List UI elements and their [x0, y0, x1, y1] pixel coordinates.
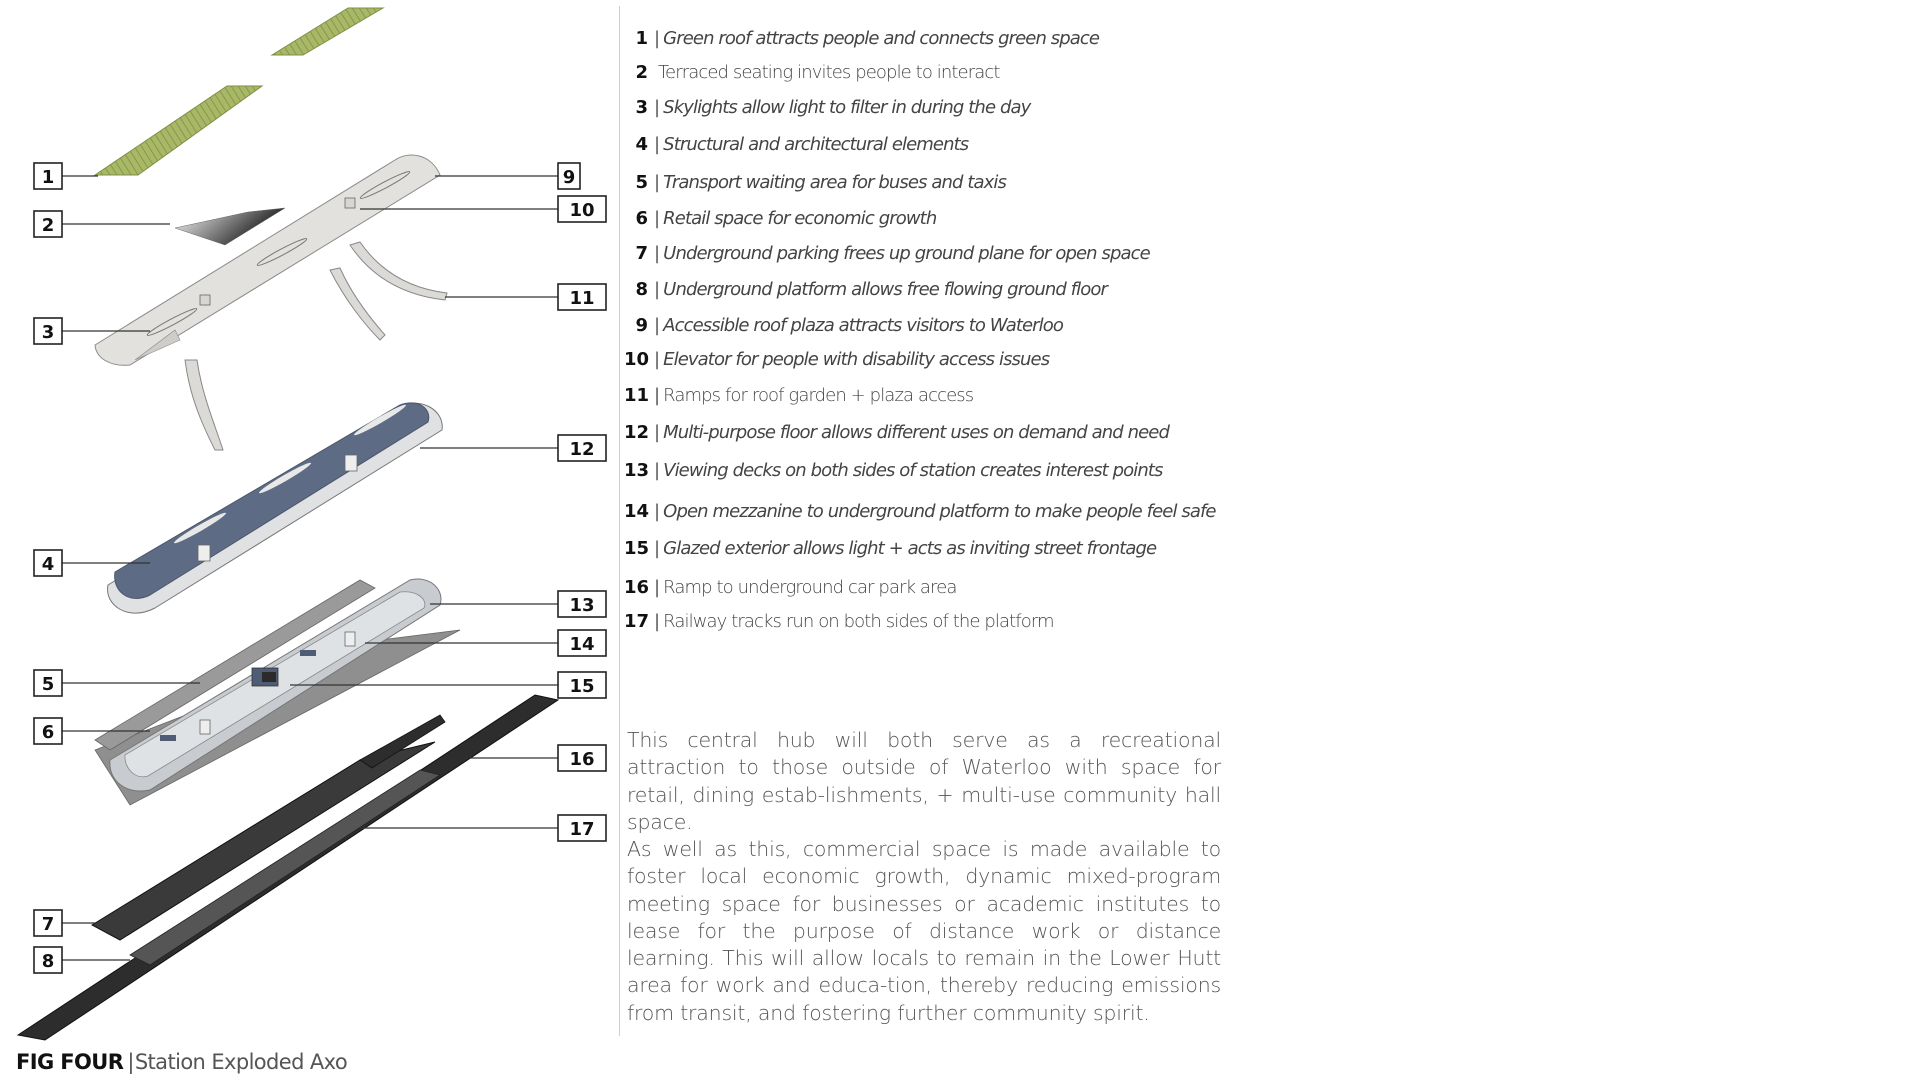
legend-text: Railway tracks run on both sides of the platform: [663, 611, 1054, 632]
callout-right: [558, 163, 606, 841]
legend-number: 9: [635, 315, 648, 336]
legend-number: 17: [624, 611, 650, 632]
legend-item-11: [624, 385, 973, 406]
legend-item-15: [624, 538, 1156, 559]
svg-text:17: 17: [569, 819, 595, 840]
legend-text: Accessible roof plaza attracts visitors to Waterloo: [663, 315, 1064, 336]
callout-4: [34, 550, 62, 576]
legend-number: 12: [624, 422, 650, 443]
svg-text:6: 6: [41, 722, 55, 743]
legend-text: Green roof attracts people and connects green space: [663, 28, 1100, 49]
legend-item-7: [624, 243, 1150, 264]
callout-5: [34, 670, 62, 696]
legend-number: 8: [635, 279, 648, 300]
legend-separator: |: [654, 172, 660, 193]
callout-13: [558, 591, 606, 617]
callout-7: [34, 910, 62, 936]
legend-separator: |: [654, 611, 660, 632]
legend-separator: |: [654, 208, 660, 229]
legend-number: 2: [635, 62, 648, 83]
legend-separator: |: [654, 501, 660, 522]
callout-3: [34, 318, 62, 344]
legend-text: Skylights allow light to filter in during the day: [663, 97, 1031, 118]
roof-plaza: [95, 155, 447, 450]
legend-text: Multi-purpose floor allows different uses on demand and need: [663, 422, 1169, 443]
legend-number: 11: [624, 385, 650, 406]
legend-separator: |: [654, 460, 660, 481]
legend-separator: |: [654, 279, 660, 300]
legend-separator: |: [654, 315, 660, 336]
svg-text:11: 11: [569, 288, 595, 309]
svg-text:7: 7: [41, 914, 55, 935]
legend-separator: |: [654, 134, 660, 155]
legend-text: Glazed exterior allows light + acts as inviting street frontage: [663, 538, 1157, 559]
legend-text: Ramps for roof garden + plaza access: [663, 385, 974, 406]
svg-text:5: 5: [41, 674, 55, 695]
legend-item-9: [624, 315, 1063, 336]
legend-item-17: [624, 611, 1054, 632]
callout-9: [558, 163, 580, 189]
description-paragraph-1: This central hub will both serve as a recreational attraction to those outside of Waterloo with space for retail, dining estab-lishments, + multi-use community hall space.: [627, 728, 1221, 834]
legend-separator: |: [654, 97, 660, 118]
column-divider: [619, 6, 620, 1036]
legend-number: 4: [635, 134, 648, 155]
legend-separator: |: [654, 349, 660, 370]
legend-item-5: [624, 172, 1006, 193]
legend-separator: |: [654, 28, 660, 49]
legend-item-13: [624, 460, 1163, 481]
legend-separator: |: [654, 422, 660, 443]
exploded-axonometric-diagram: [0, 0, 620, 1080]
mezzanine-level: [95, 579, 460, 805]
legend-number: 6: [635, 208, 648, 229]
legend-number: 14: [624, 501, 650, 522]
legend-number: 15: [624, 538, 650, 559]
callout-17: [558, 815, 606, 841]
legend-item-6: [624, 208, 936, 229]
legend-text: Underground platform allows free flowing ground floor: [663, 279, 1107, 300]
legend-number: 16: [624, 577, 650, 598]
svg-text:14: 14: [569, 634, 595, 655]
description-paragraph-2: As well as this, commercial space is made available to foster local economic growth, dynamic mixed-program meeting space for businesses or academic institutes to lease for the purpose of distance work or distance learning. This will allow locals to remain in the Lower Hutt area for work and educa-tion, thereby reducing emissions from transit, and fostering further community spirit.: [627, 837, 1221, 1025]
callout-6: [34, 718, 62, 744]
callout-1: [34, 163, 62, 189]
callout-11: [558, 284, 606, 310]
legend-text: Open mezzanine to underground platform to make people feel safe: [663, 501, 1216, 522]
legend-number: 5: [635, 172, 648, 193]
legend-text: Elevator for people with disability access issues: [663, 349, 1050, 370]
figure-caption: [16, 1050, 347, 1074]
legend-item-8: [624, 279, 1107, 300]
legend-item-12: [624, 422, 1169, 443]
svg-text:2: 2: [41, 215, 55, 236]
legend-text: Viewing decks on both sides of station creates interest points: [663, 460, 1163, 481]
svg-text:16: 16: [569, 749, 595, 770]
callout-16: [558, 745, 606, 771]
legend-item-10: [624, 349, 1049, 370]
callout-12: [558, 435, 606, 461]
green-roof: [95, 8, 383, 175]
legend-text: Retail space for economic growth: [663, 208, 937, 229]
callout-15: [558, 672, 606, 698]
underground-parking-and-platform: [18, 695, 558, 1040]
svg-text:4: 4: [41, 554, 55, 575]
legend-item-4: [624, 134, 968, 155]
callout-8: [34, 947, 62, 973]
caption-separator: |: [127, 1050, 134, 1074]
svg-text:3: 3: [41, 322, 55, 343]
legend-separator: |: [654, 385, 660, 406]
legend-item-3: [624, 97, 1030, 118]
svg-text:10: 10: [569, 200, 595, 221]
legend-item-2: [624, 62, 999, 83]
legend-number: 10: [624, 349, 650, 370]
legend-number: 7: [635, 243, 648, 264]
multi-purpose-floor: [108, 402, 443, 613]
callout-left: [34, 163, 62, 973]
caption-label: FIG FOUR: [16, 1050, 124, 1074]
legend-text: Transport waiting area for buses and taxis: [663, 172, 1006, 193]
legend-separator: |: [654, 538, 660, 559]
caption-title: Station Exploded Axo: [134, 1050, 348, 1074]
legend-number: 1: [635, 28, 648, 49]
callout-2: [34, 211, 62, 237]
legend-text: Underground parking frees up ground plane for open space: [663, 243, 1150, 264]
svg-text:13: 13: [569, 595, 595, 616]
legend-item-14: [624, 501, 1216, 522]
svg-text:12: 12: [569, 439, 595, 460]
legend-number: 13: [624, 460, 650, 481]
legend-separator: |: [654, 243, 660, 264]
svg-text:9: 9: [562, 167, 576, 188]
legend-text: Terraced seating invites people to interact: [658, 62, 1000, 83]
svg-text:15: 15: [569, 676, 595, 697]
legend-separator: |: [654, 577, 660, 598]
legend-number: 3: [635, 97, 648, 118]
svg-text:8: 8: [41, 951, 55, 972]
callout-10: [558, 196, 606, 222]
callout-14: [558, 630, 606, 656]
legend-text: Ramp to underground car park area: [663, 577, 957, 598]
legend-item-16: [624, 577, 956, 598]
legend-text: Structural and architectural elements: [663, 134, 969, 155]
legend-item-1: [624, 28, 1099, 49]
svg-text:1: 1: [41, 167, 55, 188]
